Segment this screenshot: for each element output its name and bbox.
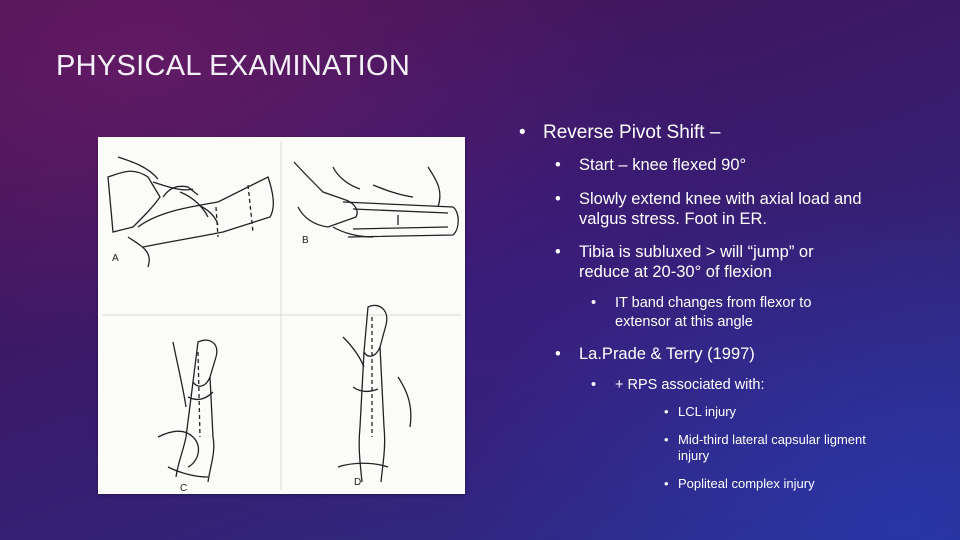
bullet-rps-associated (591, 376, 765, 395)
bullet-lcl-injury (664, 404, 736, 420)
panel-label-c: C (180, 483, 188, 494)
slide-title: PHYSICAL EXAMINATION (56, 50, 411, 82)
bullet-text-line-1: Mid-third lateral capsular ligment (678, 432, 866, 447)
bullet-mid-third-capsular (664, 432, 866, 464)
bullet-text: LCL injury (678, 404, 737, 419)
bullet-glyph: • (555, 190, 561, 208)
bullet-glyph: • (591, 377, 597, 393)
bullet-text-line-1: Tibia is subluxed > will “jump” or (579, 243, 814, 261)
bullet-text-line-2: extensor at this angle (615, 314, 753, 330)
bullet-glyph: • (519, 122, 526, 143)
bullet-glyph: • (591, 295, 597, 311)
bullet-start-knee-flexed (555, 155, 746, 175)
bullet-slowly-extend (555, 189, 862, 229)
bullet-glyph: • (555, 345, 561, 363)
panel-label-b: B (302, 235, 309, 246)
bullet-glyph: • (664, 404, 669, 419)
bullet-tibia-subluxed (555, 242, 814, 282)
bullet-reverse-pivot-shift (519, 122, 720, 144)
bullet-it-band (591, 294, 811, 332)
bullet-laprade-terry (555, 344, 755, 364)
bullet-text: + RPS associated with: (615, 377, 765, 393)
bullet-glyph: • (555, 243, 561, 261)
panel-label-a: A (112, 253, 119, 264)
bullet-text-line-2: valgus stress. Foot in ER. (579, 210, 767, 228)
bullet-text: Popliteal complex injury (678, 476, 815, 491)
bullet-text: Reverse Pivot Shift – (543, 122, 721, 143)
bullet-glyph: • (664, 476, 669, 491)
bullet-popliteal-complex (664, 476, 815, 492)
bullet-text-line-1: IT band changes from flexor to (615, 295, 812, 311)
bullet-text: La.Prade & Terry (1997) (579, 345, 755, 363)
bullet-text-line-1: Slowly extend knee with axial load and (579, 190, 862, 208)
bullet-text-line-2: injury (678, 448, 710, 463)
bullet-glyph: • (555, 156, 561, 174)
bullet-text-line-2: reduce at 20-30° of flexion (579, 263, 772, 281)
panel-label-d: D (354, 477, 362, 488)
bullet-text: Start – knee flexed 90° (579, 156, 747, 174)
bullet-glyph: • (664, 432, 669, 447)
